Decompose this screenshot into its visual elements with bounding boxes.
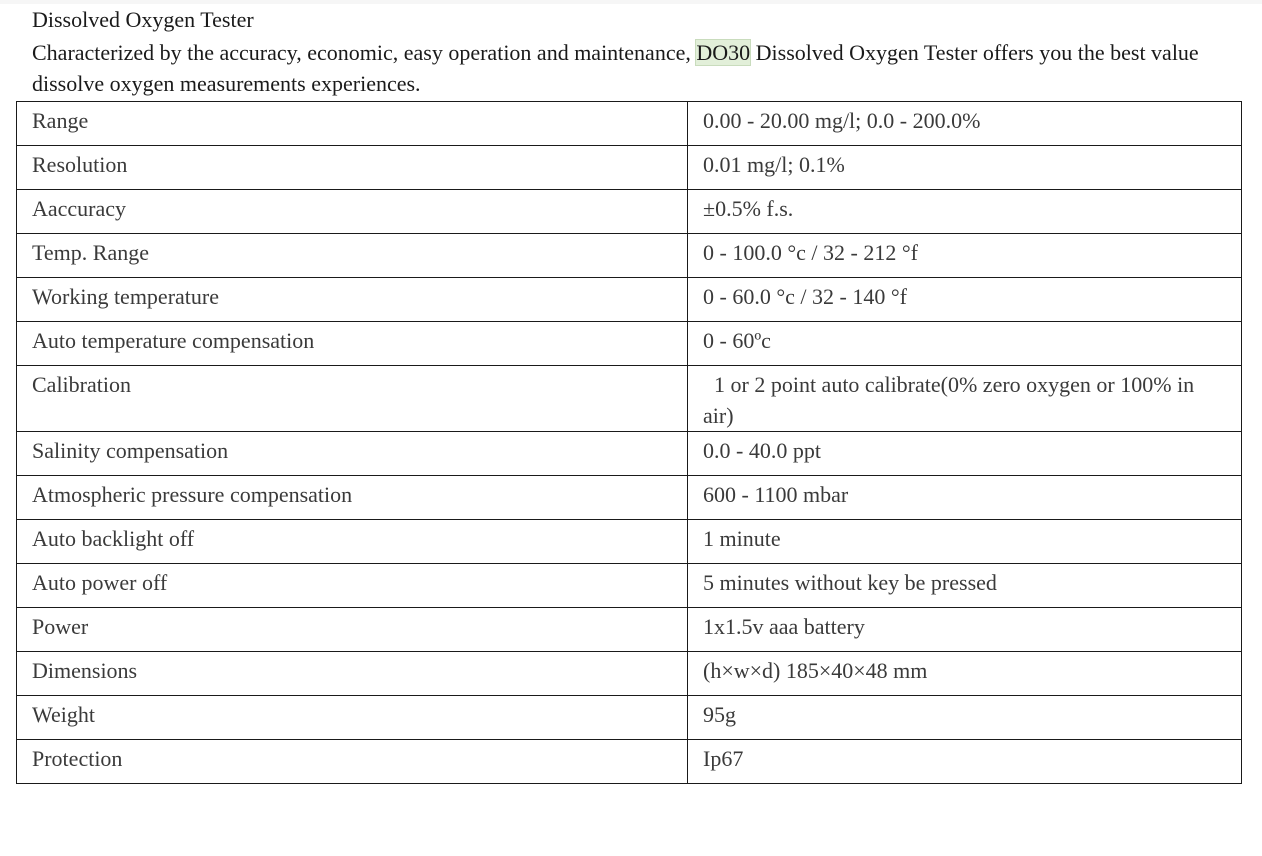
spec-value: 1x1.5v aaa battery [688,608,1242,652]
spec-label: Salinity compensation [17,432,688,476]
spec-label: Auto power off [17,564,688,608]
spec-row-dimensions [17,652,1242,696]
spec-row-weight [17,696,1242,740]
spec-label: Weight [17,696,688,740]
spec-row-auto-backlight-off [17,520,1242,564]
spec-row-atmospheric-pressure [17,476,1242,520]
spec-value: 0 - 100.0 °c / 32 - 212 °f [688,234,1242,278]
spec-row-salinity-compensation [17,432,1242,476]
spec-row-resolution [17,146,1242,190]
intro-text-after: Dissolved Oxygen Tester offers you the best value dissolve oxygen measurements experiences. [32,40,1199,96]
spec-value: 0 - 60.0 °c / 32 - 140 °f [688,278,1242,322]
spec-label: Dimensions [17,652,688,696]
spec-label: Atmospheric pressure compensation [17,476,688,520]
spec-value: 0 - 60ºc [688,322,1242,366]
spec-row-temp-range [17,234,1242,278]
model-highlight[interactable]: DO30 [696,40,751,65]
top-divider [0,0,1262,4]
spec-label: Auto backlight off [17,520,688,564]
spec-value: 5 minutes without key be pressed [688,564,1242,608]
spec-label: Aaccuracy [17,190,688,234]
spec-label: Calibration [17,366,688,432]
spec-value: 0.01 mg/l; 0.1% [688,146,1242,190]
spec-label: Protection [17,740,688,784]
spec-label: Temp. Range [17,234,688,278]
spec-row-accuracy [17,190,1242,234]
intro-paragraph [32,37,1232,99]
spec-value: 1 minute [688,520,1242,564]
spec-label: Auto temperature compensation [17,322,688,366]
spec-row-calibration [17,366,1242,432]
spec-value: 0.0 - 40.0 ppt [688,432,1242,476]
spec-table [16,101,1242,784]
spec-row-auto-temp-compensation [17,322,1242,366]
intro-text-before: Characterized by the accuracy, economic, easy operation and maintenance, [32,40,697,65]
spec-value: 0.00 - 20.00 mg/l; 0.0 - 200.0% [688,102,1242,146]
spec-label: Power [17,608,688,652]
spec-label: Range [17,102,688,146]
spec-row-range [17,102,1242,146]
spec-label: Working temperature [17,278,688,322]
document-title: Dissolved Oxygen Tester [32,7,254,32]
spec-value: Ip67 [688,740,1242,784]
spec-label: Resolution [17,146,688,190]
spec-value: 95g [688,696,1242,740]
spec-value: ±0.5% f.s. [688,190,1242,234]
spec-value: 600 - 1100 mbar [688,476,1242,520]
spec-row-working-temperature [17,278,1242,322]
spec-row-power [17,608,1242,652]
spec-row-auto-power-off [17,564,1242,608]
spec-value: 1 or 2 point auto calibrate(0% zero oxygen or 100% in air) [688,366,1242,432]
spec-row-protection [17,740,1242,784]
spec-value: (h×w×d) 185×40×48 mm [688,652,1242,696]
